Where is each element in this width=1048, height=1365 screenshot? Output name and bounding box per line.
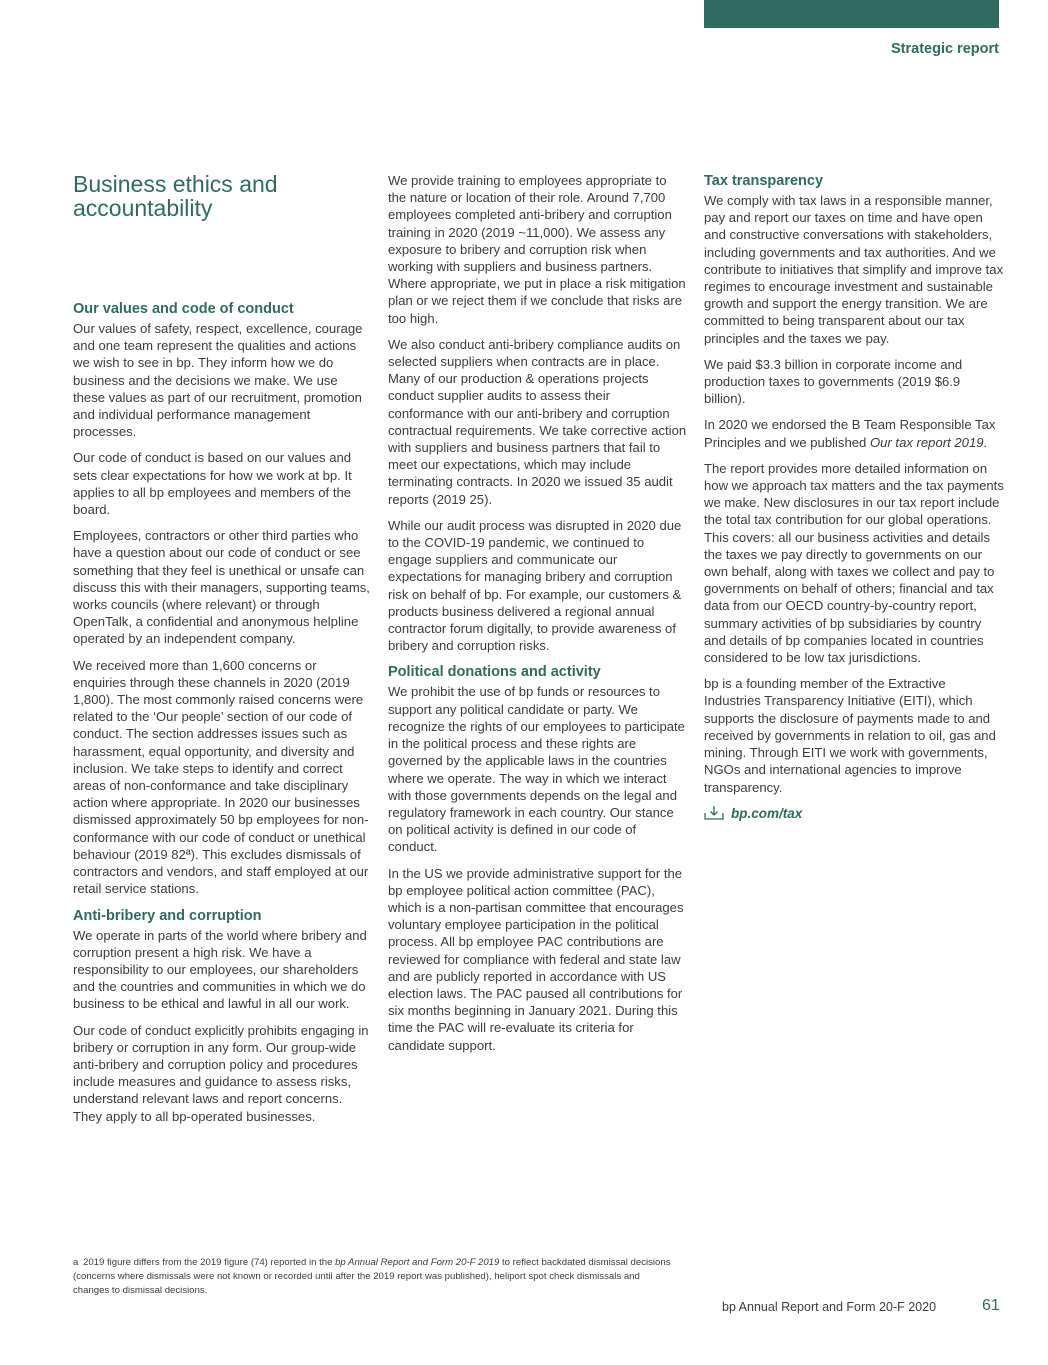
footnote-text: 2019 figure differs from the 2019 figure (74) reported in the <box>83 1257 336 1268</box>
footnote <box>73 1256 673 1297</box>
paragraph: Our values of safety, respect, excellence, courage and one team represent the qualities and actions we wish to see in bp. They inform how we do business and the decisions we make. We use these values as part of our recruitment, promotion and individual performance management processes. <box>73 321 363 440</box>
column-middle <box>388 172 688 1063</box>
column-left <box>73 170 373 1134</box>
section-label: Strategic report <box>891 41 999 57</box>
paragraph: In the US we provide administrative support for the bp employee political action committee (PAC), which is a non-partisan committee that encourages voluntary employee participation in the political process. All bp employee PAC contributions are reviewed for compliance with federal and state law and are publicly reported in accordance with US election laws. The PAC paused all contributions for six months beginning in January 2021. During this time the PAC will re-evaluate its criteria for candidate support. <box>388 865 684 1053</box>
page-title: Business ethics and accountability <box>73 171 278 221</box>
paragraph: While our audit process was disrupted in 2020 due to the COVID-19 pandemic, we continued to engage suppliers and communicate our expectations for managing bribery and corruption risk on behalf of bp. For example, our customers & products business delivered a regional annual contractor forum digitally, to provide awareness of bribery and corruption risks. <box>388 517 682 654</box>
text: . <box>983 434 988 450</box>
download-tray-icon <box>704 805 724 821</box>
paragraph: We provide training to employees appropriate to the nature or location of their role. Around 7,700 employees completed anti-bribery and corruption training in 2020 (2019 ~11,000). We assess any exposure to bribery and corruption risk when working with suppliers and business partners. Where appropriate, we put in place a risk mitigation plan or we reject them if we conclude that risks are too high. <box>388 173 686 326</box>
text: In 2020 we endorsed the B Team Responsible Tax Principles and we published <box>704 417 996 450</box>
heading-anti-bribery: Anti-bribery and corruption <box>73 907 262 924</box>
footer-report-title: bp Annual Report and Form 20-F 2020 <box>722 1300 937 1314</box>
paragraph: We paid $3.3 billion in corporate income and production taxes to governments (2019 $6.9 billion). <box>704 356 963 407</box>
footnote-text: to reflect backdated dismissal decisions (concerns where dismissals were not known or recorded until after the 2019 report was published), heliport spot check dismissals and changes to dismissal decisions. <box>73 1257 671 1296</box>
tax-link[interactable] <box>704 805 1004 822</box>
paragraph: Our code of conduct explicitly prohibits engaging in bribery or corruption in any form. Our group-wide anti-bribery and corruption policy and procedures include measures and guidance to assess risks, understand relevant laws and report concerns. They apply to all bp-operated businesses. <box>73 1022 369 1124</box>
paragraph: Our code of conduct is based on our values and sets clear expectations for how we work at bp. It applies to all bp employees and members of the board. <box>73 450 352 518</box>
tax-link-text[interactable]: bp.com/tax <box>731 805 803 821</box>
paragraph: We operate in parts of the world where bribery and corruption present a high risk. We have a responsibility to our employees, our shareholders and the countries and communities in which we do business to be ethical and lawful in all our work. <box>73 927 367 1012</box>
column-right <box>704 172 1004 822</box>
paragraph: We also conduct anti-bribery compliance audits on selected suppliers when contracts are in place. Many of our production & operations projects conduct supplier audits to assess their conformance with our anti-bribery and corruption contractual requirements. We take corrective action with suppliers and business partners that fail to meet our expectations, which may include terminating contracts. In 2020 we issued 35 audit reports (2019 25). <box>388 336 687 507</box>
heading-political-donations: Political donations and activity <box>388 664 601 681</box>
paragraph: We received more than 1,600 concerns or enquiries through these channels in 2020 (2019 1,800). The most commonly raised concerns were related to the ‘Our people’ section of our code of conduct. The section addresses issues such as harassment, equal opportunity, and diversity and inclusion. We take steps to identify and correct areas of non-conformance and take disciplinary action where appropriate. In 2020 our businesses dismissed approximately 50 bp employees for non-conformance with our code of conduct or unethical behaviour (2019 82ª). This excludes dismissals of contractors and vendors, and staff employed at our retail service stations. <box>73 657 369 897</box>
paragraph: bp is a founding member of the Extractive Industries Transparency Initiative (EITI), which supports the disclosure of payments made to and received by governments in relation to oil, gas and mining. Through EITI we work with governments, NGOs and international agencies to improve transparency. <box>704 676 996 795</box>
heading-tax-transparency: Tax transparency <box>704 173 824 189</box>
heading-values-code-of-conduct: Our values and code of conduct <box>73 301 294 317</box>
report-title-italic: Our tax report 2019 <box>869 434 984 450</box>
paragraph-tax-report <box>704 416 1004 450</box>
footnote-marker: a <box>73 1257 79 1268</box>
footnote-report-title: bp Annual Report and Form 20-F 2019 <box>335 1257 500 1268</box>
page-number: 61 <box>982 1297 1000 1314</box>
paragraph: We prohibit the use of bp funds or resources to support any political candidate or party. We recognize the rights of our employees to participate in the political process and these rights are governed by the applicable laws in the countries where we operate. The way in which we interact with those governments depends on the legal and regulatory framework in each country. Our stance on political activity is defined in our code of conduct. <box>388 684 685 855</box>
paragraph: Employees, contractors or other third parties who have a question about our code of conduct or see something that they feel is unethical or unsafe can discuss this with their managers, supporting teams, works councils (where relevant) or through OpenTalk, a confidential and anonymous helpline operated by an independent company. <box>73 528 370 647</box>
paragraph: We comply with tax laws in a responsible manner, pay and report our taxes on time and have open and constructive conversations with stakeholders, including governments and tax authorities. And we contribute to initiatives that simplify and improve tax regimes to encourage investment and sustainable growth and support the energy transition. We are committed to being transparent about our tax principles and the taxes we pay. <box>704 193 1004 346</box>
paragraph: The report provides more detailed information on how we approach tax matters and the tax payments we make. New disclosures in our tax report include the total tax contribution for our global operations. This covers: all our business activities and details the taxes we pay directly to governments on our own behalf, along with taxes we collect and pay to governments on behalf of others; financial and tax data from our OECD country-by-country report, summary activities of bp subsidiaries by country and details of bp companies located in countries considered to be low tax jurisdictions. <box>704 460 1004 666</box>
header-accent-bar <box>704 0 999 28</box>
